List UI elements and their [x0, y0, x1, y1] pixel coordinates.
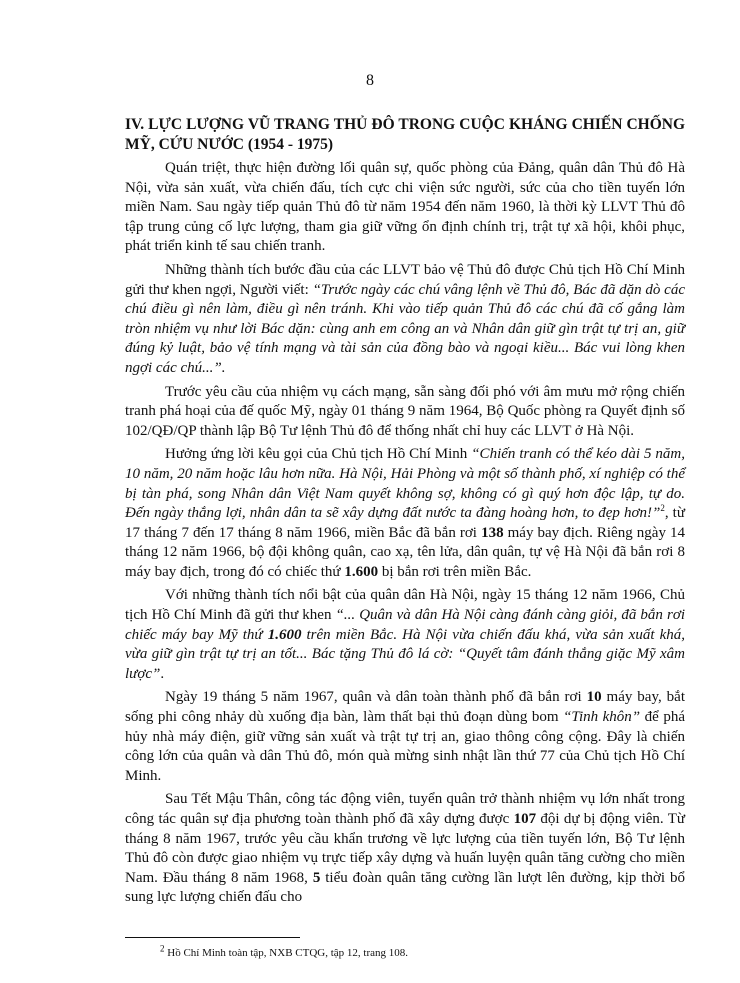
paragraph-4-text: Hưởng ứng lời kêu gọi của Chủ tịch Hồ Chí Minh	[165, 446, 472, 463]
paragraph-4	[125, 445, 685, 582]
paragraph-6-quote: “Tinh khôn”	[563, 709, 641, 726]
paragraph-6-text-b: máy bay, bắt sống phi công nhảy dù xuống địa bàn, làm thất bại thủ đoạn dùng bom	[125, 689, 685, 726]
paragraph-2-text: Những thành tích bước đầu của các LLVT bảo vệ Thủ đô được Chủ tịch Hồ Chí Minh gửi thư khen ngợi, Người viết:	[125, 261, 685, 298]
paragraph-5-quote-a: “... Quân và dân Hà Nội càng đánh càng giỏi, đã bắn rơi chiếc máy bay Mỹ thứ	[125, 607, 685, 643]
aircraft-count: 138	[481, 524, 504, 541]
paragraph-7-text-b: đội dự bị động viên. Từ tháng 8 năm 1967, trước yêu cầu khẩn trương về lực lượng của tiền tuyến lớn, Bộ Tư lệnh Thủ đô còn được giao nhiệm vụ trực tiếp xây dựng và huấn luyện quân tăng cường cho miền Nam. Đầu tháng 8 năm 1968,	[125, 811, 686, 886]
paragraph-6	[125, 688, 685, 786]
paragraph-2-quote: “Trước ngày các chú vâng lệnh về Thủ đô, Bác đã dặn dò các chú điều gì nên làm, điều gì nên tránh. Khi vào tiếp quản Thủ đô các chú đã cố gắng làm tròn nhiệm vụ như lời Bác dặn: cùng anh em công an và Nhân dân giữ gìn trật tự trị an, giữ đúng kỷ luật, bảo vệ tính mạng và tài sản của đồng bào và ngoại kiều... Bác vui lòng khen ngợi các chú...”.	[125, 281, 686, 376]
paragraph-7-text-c: tiểu đoàn quân tăng cường lần lượt lên đường, kịp thời bổ sung lực lượng chiến đấu cho	[125, 869, 685, 906]
paragraph-7	[125, 790, 685, 908]
paragraph-5-end: .	[160, 665, 165, 682]
paragraph-6-text: Ngày 19 tháng 5 năm 1967, quân và dân toàn thành phố đã bắn rơi	[165, 689, 587, 706]
paragraph-4-text-c: máy bay địch. Riêng ngày 14 tháng 12 năm 1966, bộ đội không quân, cao xạ, tên lửa, dân quân, tự vệ Hà Nội đã bắn rơi 8 máy bay địch, trong đó có chiếc thứ	[125, 524, 686, 580]
paragraph-7-number-a: 107	[513, 811, 537, 827]
page-number: 8	[366, 72, 374, 89]
paragraph-5-text: Với những thành tích nổi bật của quân dân Hà Nội, ngày 15 tháng 12 năm 1966, Chủ tịch Hồ Chí Minh đã gửi thư khen	[125, 587, 685, 624]
aircraft-number: 1.600	[344, 563, 379, 580]
paragraph-7-text: Sau Tết Mậu Thân, công tác động viên, tuyển quân trở thành nhiệm vụ lớn nhất trong công tác quân sự địa phương toàn thành phố đã xây dựng được	[125, 791, 685, 827]
paragraph-1: Quán triệt, thực hiện đường lối quân sự, quốc phòng của Đảng, quân dân Thủ đô Hà Nội, vừa sản xuất, vừa chiến đấu, tích cực chi viện sức người, sức của cho tiền tuyến lớn miền Nam. Sau ngày tiếp quản Thủ đô từ năm 1954 đến năm 1960, là thời kỳ LLVT Thủ đô tập trung củng cố lực lượng, tham gia giữ vững ổn định chính trị, trật tự xã hội, khôi phục, phát triển kinh tế sau chiến tranh.	[125, 160, 685, 255]
document-body	[125, 115, 685, 912]
footnote-marker: 2	[160, 943, 165, 954]
paragraph-7-number-b: 5	[312, 869, 321, 886]
paragraph-4-text-b: , từ 17 tháng 7 đến 17 tháng 8 năm 1966, miền Bắc đã bắn rơi	[125, 505, 685, 541]
footnote	[160, 943, 660, 960]
paragraph-6-text-c: để phá hủy nhà máy điện, giữ vững sản xuất và trật tự trị an, giao thông công cộng. Đây là chiến công lớn của quân và dân Thủ đô, món quà mừng sinh nhật lần thứ 77 của Chủ tịch Hồ Chí Minh.	[125, 709, 685, 784]
paragraph-5	[125, 586, 685, 684]
paragraph-4-quote: “Chiến tranh có thể kéo dài 5 năm, 10 năm, 20 năm hoặc lâu hơn nữa. Hà Nội, Hải Phòng và một số thành phố, xí nghiệp có thể bị tàn phá, song Nhân dân Việt Nam quyết không sợ, không có gì quý hơn độc lập, tự do. Đến ngày thắng lợi, nhân dân ta sẽ xây dựng đất nước ta đàng hoàng hơn, to đẹp hơn!”	[125, 446, 685, 522]
paragraph-5-quote-b: trên miền Bắc. Hà Nội vừa chiến đấu khá, vừa sản xuất khá, vừa giữ gìn trật tự trị an tốt... Bác tặng Thủ đô lá cờ: “Quyết tâm đánh thắng giặc Mỹ xâm lược”	[125, 626, 685, 682]
footnote-divider	[125, 937, 300, 938]
paragraph-4-text-d: bị bắn rơi trên miền Bắc.	[378, 563, 532, 580]
footnote-text: Hồ Chí Minh toàn tập, NXB CTQG, tập 12, trang 108.	[164, 947, 409, 959]
paragraph-2	[125, 261, 685, 379]
paragraph-6-number: 10	[586, 689, 602, 706]
section-heading: IV. LỰC LƯỢNG VŨ TRANG THỦ ĐÔ TRONG CUỘC KHÁNG CHIẾN CHỐNG MỸ, CỨU NƯỚC (1954 - 1975)	[125, 116, 685, 153]
paragraph-5-number: 1.600	[267, 626, 302, 643]
paragraph-3: Trước yêu cầu của nhiệm vụ cách mạng, sẵn sàng đối phó với âm mưu mở rộng chiến tranh phá hoại của đế quốc Mỹ, ngày 01 tháng 9 năm 1964, Bộ Quốc phòng ra Quyết định số 102/QĐ/QP thành lập Bộ Tư lệnh Thủ đô để thống nhất chỉ huy các LLVT ở Hà Nội.	[125, 383, 685, 439]
footnote-ref: 2	[660, 503, 665, 514]
